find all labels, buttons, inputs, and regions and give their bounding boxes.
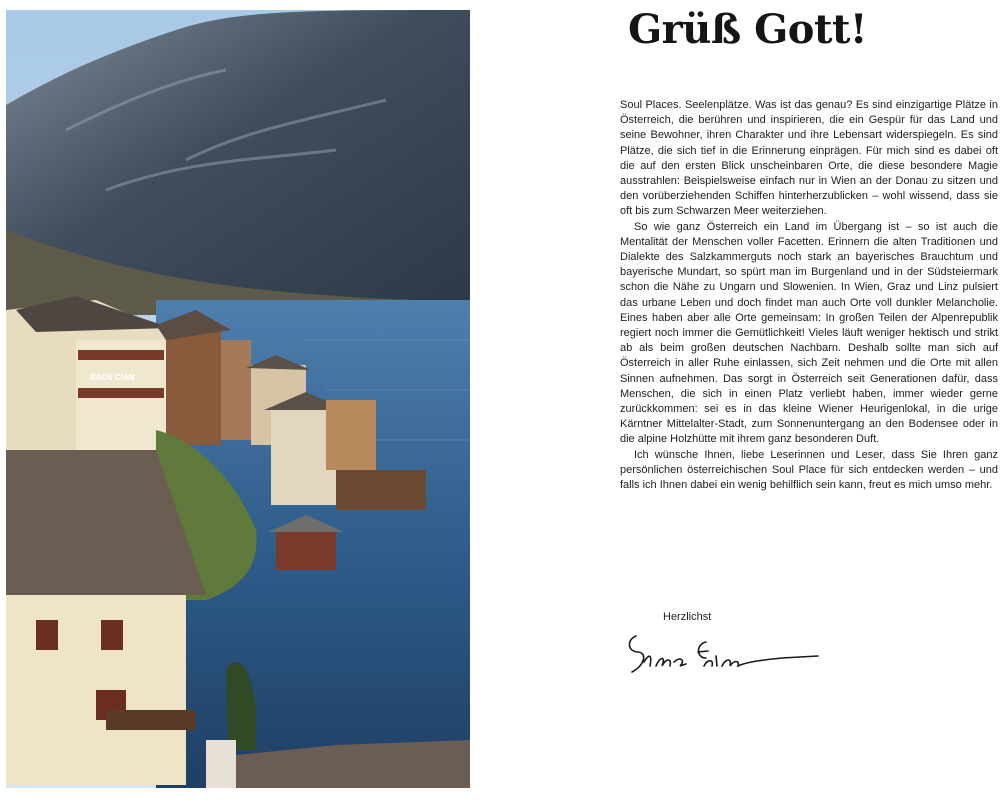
- paragraph: Ich wünsche Ihnen, liebe Leserinnen und Leser, dass Sie Ihren ganz persönlichen österreichischen Soul Place für sich entdecken werden – und falls ich Ihnen dabei ein wenig behilflich sein kann, freut es mich umso mehr.: [620, 448, 998, 492]
- photo-illustration: [6, 10, 470, 788]
- page-heading: Grüß Gott!: [628, 6, 867, 53]
- body-text: [620, 98, 998, 493]
- paragraph: So wie ganz Österreich ein Land im Übergang ist – so ist auch die Mentalität der Menschen voller Facetten. Erinnern die alten Traditionen und Dialekte des Salzkammerguts noch stark an bayerisches Brauchtum und bayerische Mundart, so spürt man im Burgenland und in der Südsteiermark schon die Nähe zu Ungarn und Slowenien. In Wien, Graz und Linz pulsiert das urbane Leben und doch findet man auch Orte voll dunkler Melancholie. Eines haben aber alle Orte gemeinsam: In großen Teilen der Alpenrepublik regiert noch immer die Gemütlichkeit! Vieles läuft weniger hektisch und strikt ab als beim großen deutschen Nachbarn. Deshalb sollte man sich auf Österreich in aller Ruhe einlassen, sich Zeit nehmen und die Orte mit allen Sinnen aufnehmen. Das sorgt in Österreich seit Generationen dafür, dass Menschen, die sich in einen Platz verliebt haben, immer wieder gerne zurückkommen: sei es in das kleine Wiener Heurigenlokal, in die urige Kärntner Mittelalter-Stadt, zum Sonnenuntergang an den Bodensee oder in die alpine Holzhütte mit ihrem ganz besonderen Duft.: [620, 220, 998, 446]
- shop-sign: RAUS CIAN: [90, 373, 135, 382]
- hallstatt-lake-photo: [6, 10, 470, 788]
- paragraph: Soul Places. Seelenplätze. Was ist das genau? Es sind einzigartige Plätze in Österreich, die berühren und inspirieren, die ein Gespür für das Land und seine Bewohner, ihren Charakter und ihre Lebensart widerspiegeln. Es sind Plätze, die sich tief in die Erinnerung einprägen. Für mich sind es dabei oft die auf den ersten Blick unscheinbaren Orte, die diese besondere Magie ausstrahlen: Beispielsweise einfach nur in Wien an der Donau zu sitzen und den vorüberziehenden Schiffen hinterherzublicken – wohl wissend, dass sie oft bis zum Schwarzen Meer weiterziehen.: [620, 99, 998, 218]
- signature: [622, 622, 822, 682]
- closing-text: Herzlichst: [663, 611, 712, 623]
